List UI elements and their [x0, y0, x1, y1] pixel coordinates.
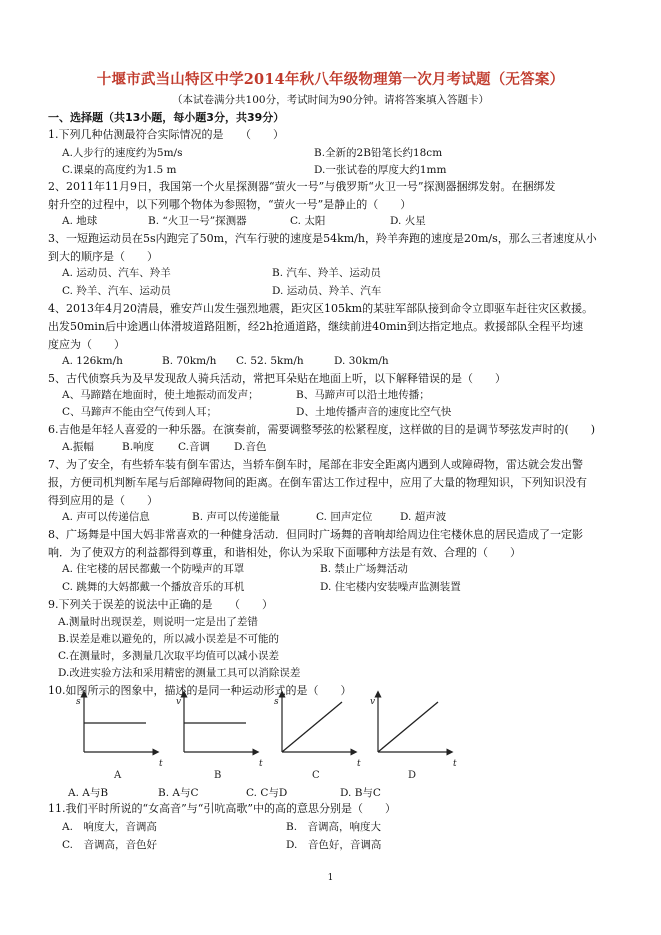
option-b: B. 声可以传递能量	[192, 511, 280, 523]
option-a: A. 住宅楼的居民都戴一个防噪声的耳罩	[62, 563, 245, 575]
question-stem: 射升空的过程中，以下列哪个物体为参照物，“萤火一号”是静止的（ ）	[48, 198, 412, 211]
question-stem: 6.吉他是年轻人喜爱的一种乐器。在演奏前，需要调整琴弦的松紧程度，这样做的目的是调节琴弦发声时的( )	[48, 423, 596, 436]
x-axis-label: t	[259, 759, 263, 769]
question-stem: 响．为了使双方的利益都得到尊重，和谐相处，你认为采取下面哪种方法是有效、合理的（ ）	[48, 546, 521, 559]
page-subtitle: （本试卷满分共100分，考试时间为90分钟。请将答案填入答题卡）	[172, 94, 489, 106]
option-c: C. 回声定位	[316, 511, 373, 523]
option-b: B、马蹄声可以沿土地传播；	[296, 389, 430, 401]
question-stem: 出发50min后中途遇山体滑坡道路阻断，经2h抢通道路，继续前进40min到达指定地点。救援部队全程平均速	[48, 320, 584, 333]
page-title: 十堰市武当山特区中学2014年秋八年级物理第一次月考试题（无答案）	[96, 71, 565, 88]
option-d: D.一张试卷的厚度大约1mm	[314, 164, 447, 176]
x-axis-label: t	[159, 759, 163, 769]
option-c: C.在测量时，多测量几次取平均值可以减小误差	[58, 650, 279, 662]
section-heading: 一、选择题（共13小题，每小题3分，共39分）	[48, 111, 285, 124]
option-b: B. 音调高，响度大	[286, 821, 382, 833]
option-d: D. 音色好，音调高	[286, 839, 382, 851]
option-d: D.改进实验方法和采用精密的测量工具可以消除误差	[58, 667, 301, 679]
option-d: D. B与C	[340, 787, 381, 799]
option-d: D. 火星	[390, 215, 426, 227]
option-a: A.振幅	[62, 441, 94, 453]
option-b: B.响度	[122, 441, 155, 453]
option-b: B. A与C	[158, 787, 199, 799]
x-axis-label: t	[453, 759, 457, 769]
question-stem: 得到应用的是（ ）	[48, 494, 158, 507]
option-c: C. 太阳	[290, 215, 326, 227]
page-number: 1	[327, 873, 334, 883]
option-a: A.人步行的速度约为5m/s	[62, 147, 183, 159]
question-stem: 9.下列关于误差的说法中正确的是 （ ）	[48, 598, 273, 611]
question-stem: 4、2013年4月20清晨，雅安芦山发生强烈地震，距灾区105km的某驻军部队接到命令立即驱车赶往灾区救援。	[48, 302, 594, 315]
option-c: C、马蹄声不能由空气传到人耳；	[62, 406, 218, 418]
option-d: D. 住宅楼内安装噪声监测装置	[320, 581, 461, 593]
option-d: D. 运动员、羚羊、汽车	[272, 285, 382, 297]
option-b: B.误差是难以避免的，所以减小误差是不可能的	[58, 633, 280, 645]
question-stem: 报，方便司机判断车尾与后部障碍物间的距离。在倒车雷达工作过程中，应用了大量的物理知识，下列知识没有	[48, 476, 587, 489]
option-c: C. 羚羊、汽车、运动员	[62, 285, 171, 297]
option-b: B. 70km/h	[162, 355, 217, 367]
option-b: B. 汽车、羚羊、运动员	[272, 267, 381, 279]
y-axis-label: s	[274, 697, 279, 707]
graph-label: B	[214, 770, 222, 781]
question-stem: 11.我们平时所说的“女高音”与“引吭高歌”中的高的意思分别是（ ）	[48, 802, 396, 815]
option-c: C. C与D	[246, 787, 288, 799]
option-d: D. 超声波	[400, 511, 447, 523]
option-a: A. 响度大，音调高	[62, 821, 157, 833]
question-stem: 2、2011年11月9日，我国第一个火星探测器“萤火一号”与俄罗斯“火卫一号”探测器捆绑发射。在捆绑发	[48, 180, 556, 193]
question-stem: 10.如图所示的图象中，描述的是同一种运动形式的是（ ）	[48, 684, 352, 697]
option-d: D. 30km/h	[334, 355, 389, 367]
option-a: A.测量时出现误差，则说明一定是出了差错	[58, 616, 258, 628]
y-axis-label: v	[370, 697, 376, 707]
option-d: D.音色	[234, 441, 267, 453]
graph-label: D	[408, 770, 417, 781]
graph-line	[378, 702, 438, 752]
x-axis-label: t	[357, 759, 361, 769]
option-a: A. 地球	[62, 215, 98, 227]
question-stem: 度应为（ ）	[48, 338, 125, 351]
option-c: C. 音调高，音色好	[62, 839, 157, 851]
option-a: A. 运动员、汽车、羚羊	[62, 267, 171, 279]
graph-label: C	[312, 770, 320, 781]
option-a: A. 声可以传递信息	[62, 511, 150, 523]
question-stem: 8、广场舞是中国大妈非常喜欢的一种健身活动．但同时广场舞的音响却给周边住宅楼休息的居民造成了一定影	[48, 528, 583, 541]
option-c: C.音调	[178, 441, 210, 453]
option-b: B. 禁止广场舞活动	[320, 563, 408, 575]
question-stem: 7、为了安全，有些轿车装有倒车雷达，当轿车倒车时，尾部在非安全距离内遇到人或障碍物，雷达就会发出警	[48, 458, 583, 471]
question-stem: 到大的顺序是（ ）	[48, 250, 158, 263]
option-a: A、马蹄踏在地面时，使土地振动而发声；	[62, 389, 259, 401]
option-a: A. 126km/h	[62, 355, 123, 367]
option-c: C.课桌的高度约为1.5 m	[62, 164, 177, 176]
option-b: B. “火卫一号”探测器	[148, 215, 247, 227]
y-axis-label: s	[76, 697, 81, 707]
option-a: A. A与B	[68, 787, 109, 799]
graph-line	[282, 702, 342, 752]
graph-label: A	[114, 770, 122, 781]
question-stem: 5、古代侦察兵为及早发现敌人骑兵活动，常把耳朵贴在地面上听，以下解释错误的是（ ）	[48, 372, 506, 385]
motion-graphs-svg	[68, 690, 468, 800]
option-c: C. 跳舞的大妈都戴一个播放音乐的耳机	[62, 581, 245, 593]
option-c: C. 52. 5km/h	[236, 355, 304, 367]
y-axis-label: v	[176, 697, 182, 707]
option-d: D、土地传播声音的速度比空气快	[296, 406, 452, 418]
motion-graphs	[68, 690, 468, 800]
question-stem: 3、一短跑运动员在5s内跑完了50m，汽车行驶的速度是54km/h，羚羊奔跑的速度是20m/s，那么三者速度从小	[48, 232, 597, 245]
option-b: B.全新的2B铅笔长约18cm	[314, 147, 443, 159]
question-stem: 1.下列几种估测最符合实际情况的是 （ ）	[48, 128, 284, 141]
